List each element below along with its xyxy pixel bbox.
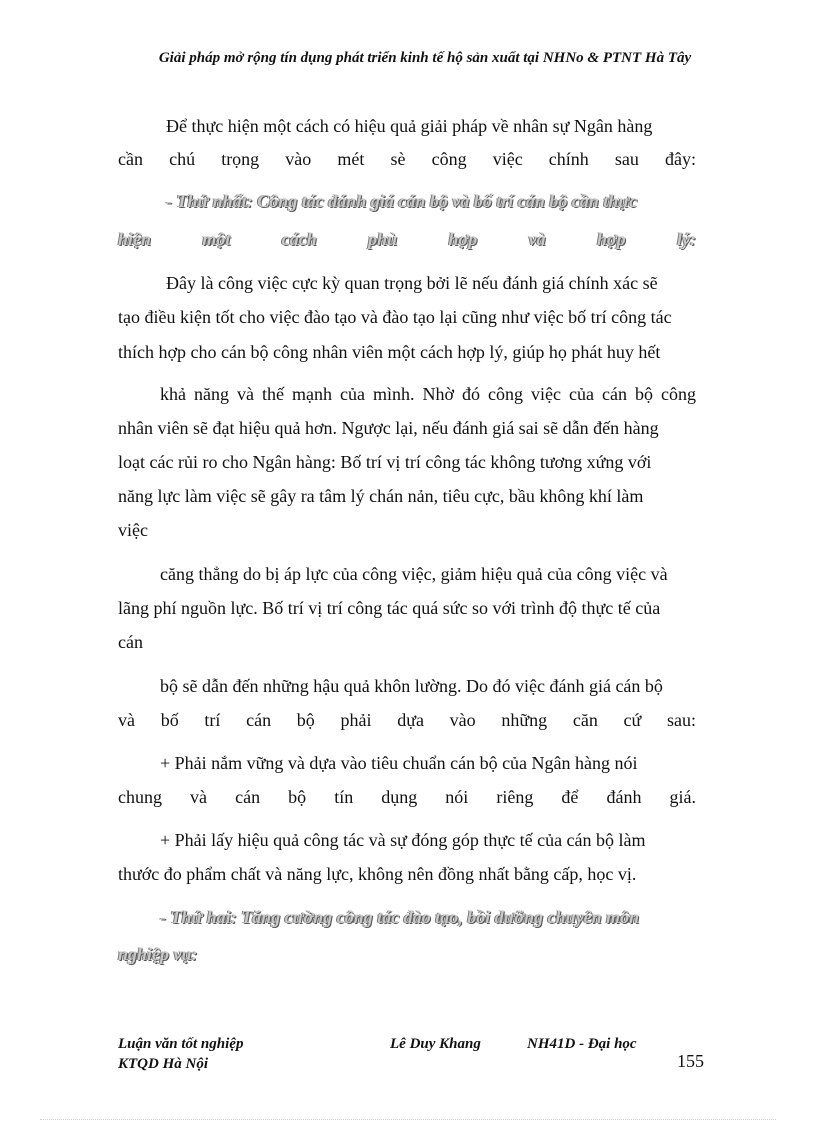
body-line-15: cán [118,632,143,652]
body-line-11: năng lực làm việc sẽ gây ra tâm lý chán nản, tiêu cực, bầu không khí làm [118,486,644,506]
page-bottom-rule [40,1119,776,1120]
body-line-20: + Phải lấy hiệu quả công tác và sự đóng góp thực tế của cán bộ làm [160,830,646,850]
body-line-5: Đây là công việc cực kỳ quan trọng bởi lẽ nếu đánh giá chính xác sẽ [166,273,658,293]
footer-class: NH41D - Đại học [527,1036,637,1052]
page-number: 155 [677,1051,704,1071]
body-line-2: cần chú trọng vào mét sè công việc chính sau đây: [118,149,696,169]
body-line-12: việc [118,520,148,540]
body-line-16: bộ sẽ dẫn đến những hậu quả khôn lường. Do đó việc đánh giá cán bộ [160,676,663,696]
footer-thesis-label: Luận văn tốt nghiệp [118,1036,244,1052]
running-header: Giải pháp mở rộng tín dụng phát triển kinh tế hộ sản xuất tại NHNo & PTNT Hà Tây [158,50,692,66]
section-heading-2-cont: nghiệp vụ: [118,944,198,964]
body-line-1: Để thực hiện một cách có hiệu quả giải pháp về nhân sự Ngân hàng [166,116,653,136]
footer-author: Lê Duy Khang [390,1036,481,1052]
body-line-7: thích hợp cho cán bộ công nhân viên một cách hợp lý, giúp họ phát huy hết [118,342,661,362]
body-line-19: chung và cán bộ tín dụng nói riêng để đánh giá. [118,787,696,807]
body-line-9: nhân viên sẽ đạt hiệu quả hơn. Ngược lại, nếu đánh giá sai sẽ dẫn đến hàng [118,418,659,438]
section-heading-1: - Thứ nhất: Công tác đánh giá cán bộ và bố trí cán bộ cần thực [166,191,638,211]
body-line-17: và bố trí cán bộ phải dựa vào những căn cứ sau: [118,710,696,730]
body-line-10: loạt các rủi ro cho Ngân hàng: Bố trí vị trí công tác không tương xứng với [118,452,652,472]
body-line-13: căng thẳng do bị áp lực của công việc, giảm hiệu quả của công việc và [160,564,668,584]
section-heading-2: - Thứ hai: Tăng cường công tác đào tạo, bồi dưỡng chuyên môn [160,907,640,927]
body-line-8: khả năng và thế mạnh của mình. Nhờ đó công việc của cán bộ công [160,384,696,404]
body-line-21: thước đo phẩm chất và năng lực, không nên đồng nhất bằng cấp, học vị. [118,864,637,884]
section-heading-1-cont: hiện một cách phù hợp và hợp lý: [118,229,696,249]
body-line-6: tạo điều kiện tốt cho việc đào tạo và đào tạo lại cũng như việc bố trí công tác [118,307,672,327]
footer-university: KTQD Hà Nội [118,1056,208,1072]
body-line-14: lãng phí nguồn lực. Bố trí vị trí công tác quá sức so với trình độ thực tế của [118,598,661,618]
body-line-18: + Phải nắm vững và dựa vào tiêu chuẩn cán bộ của Ngân hàng nói [160,753,638,773]
